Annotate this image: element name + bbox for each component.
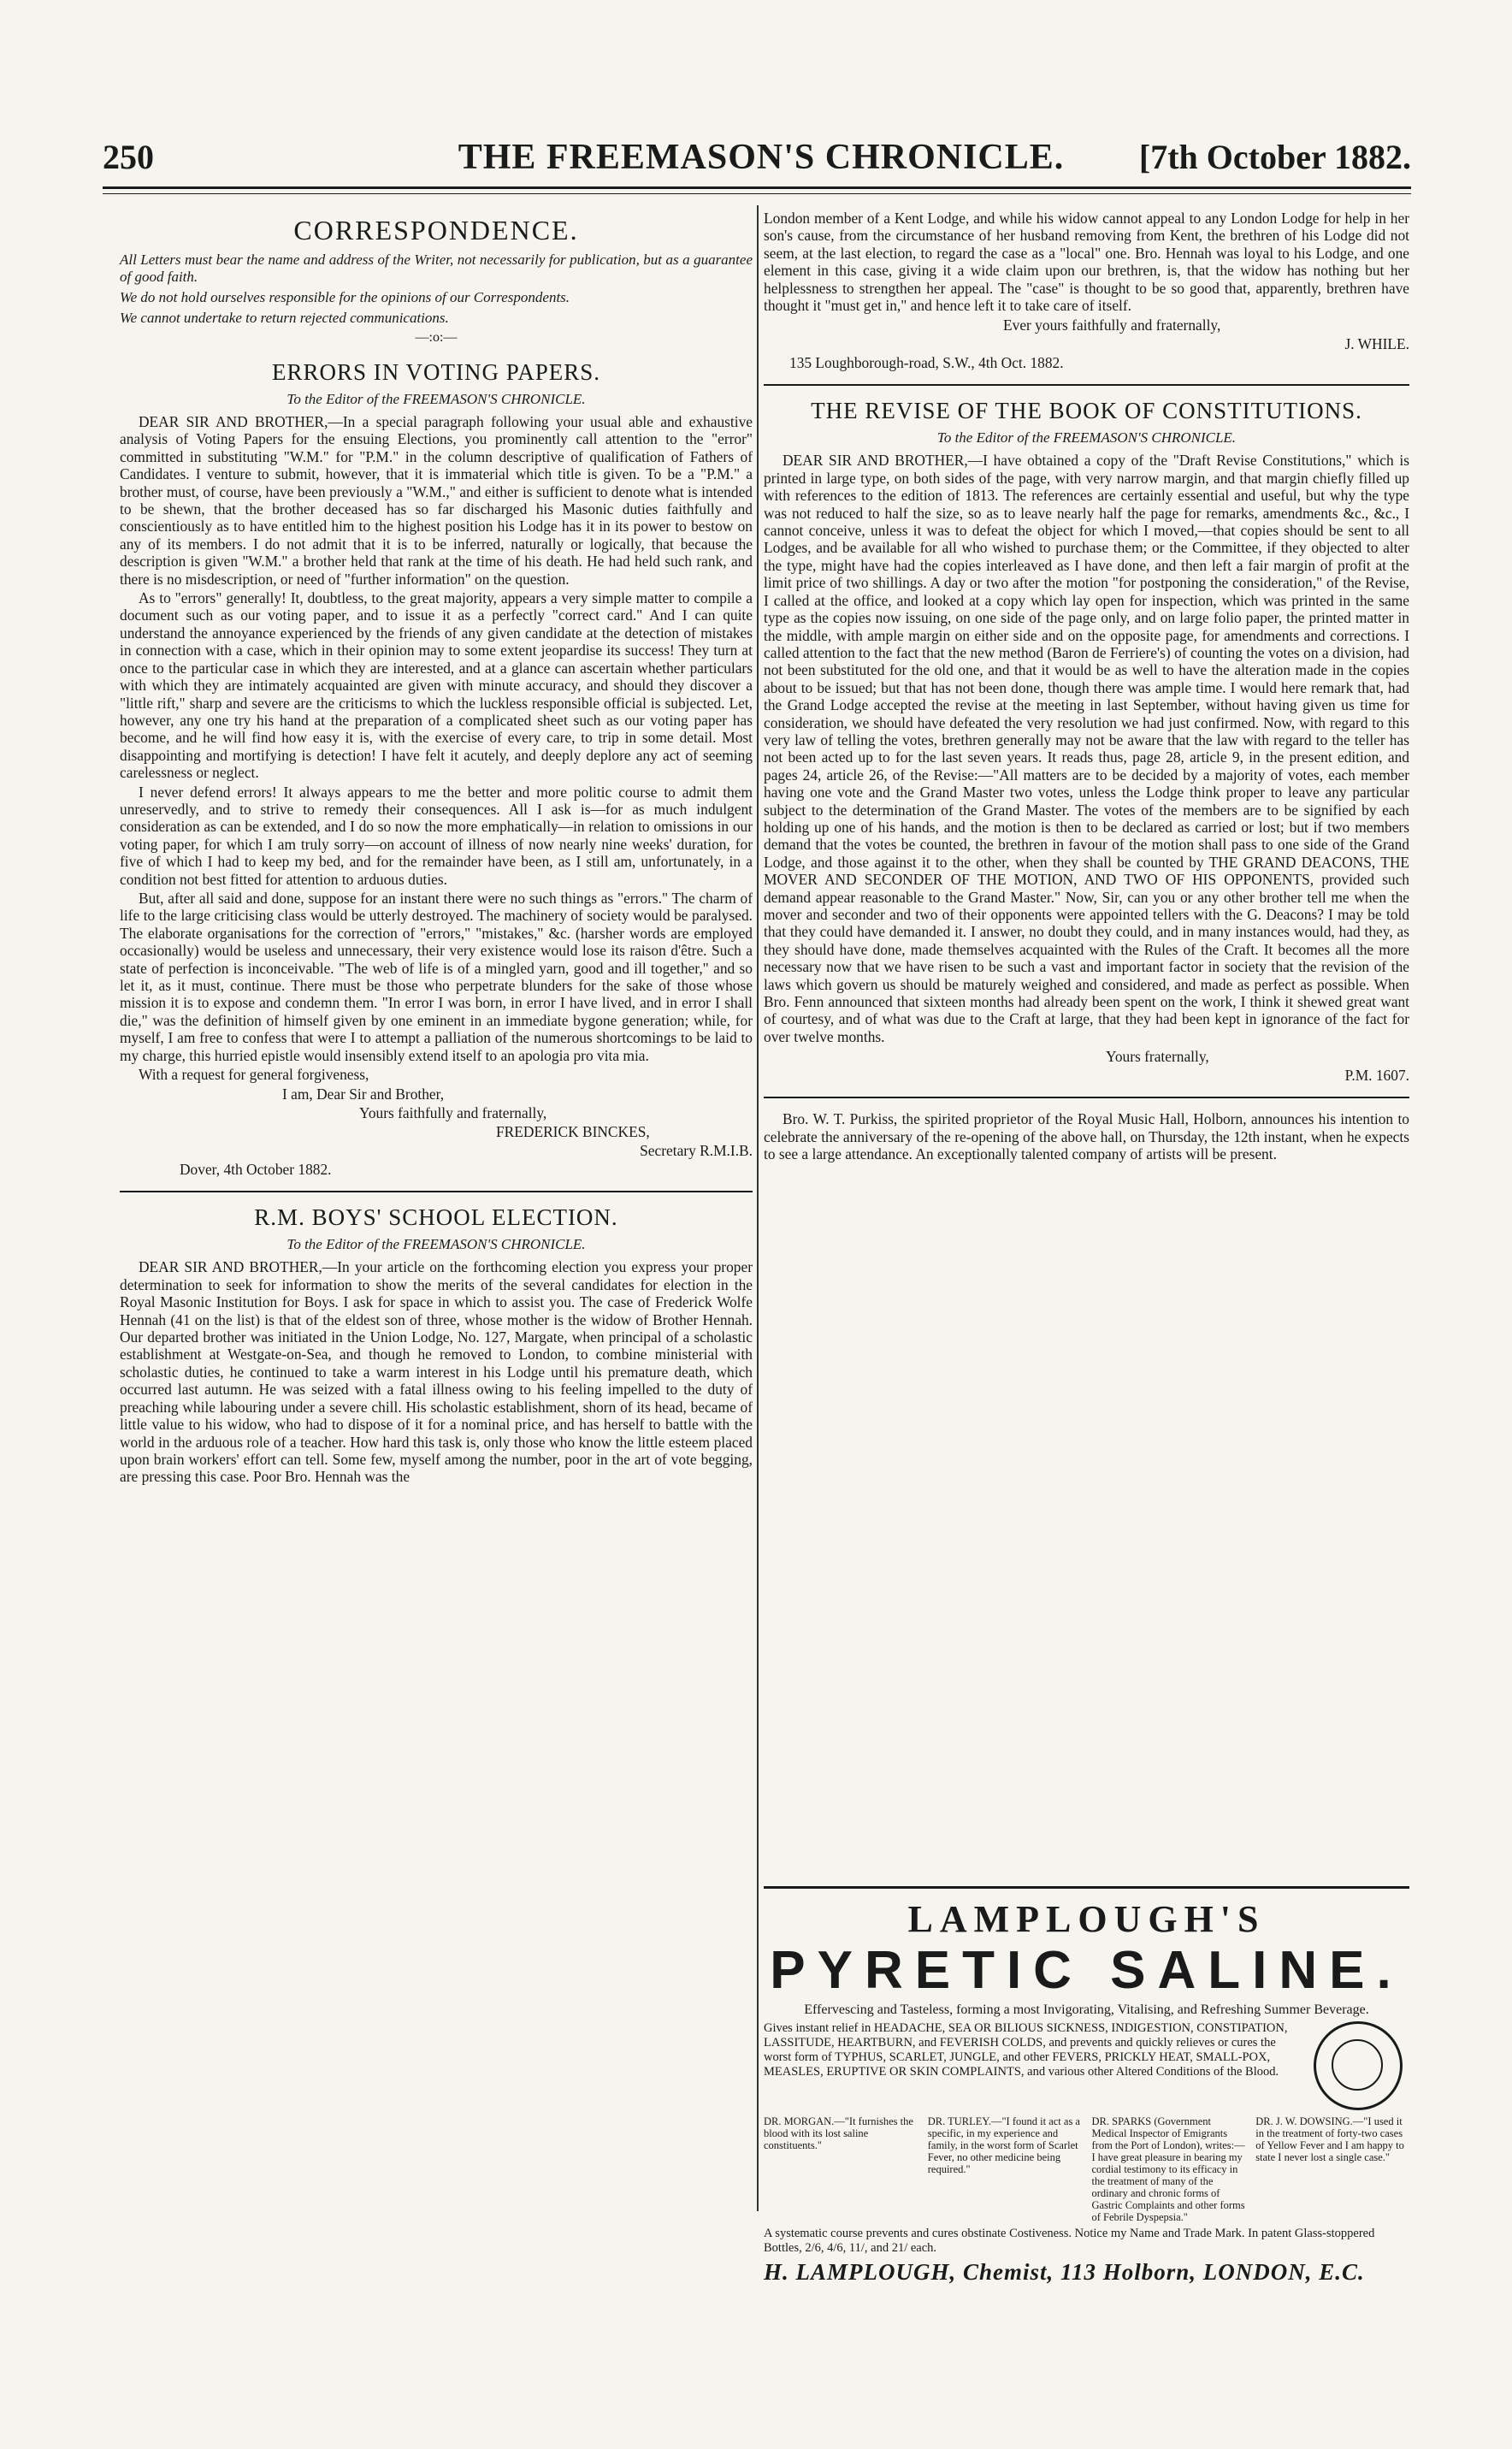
ad-testimonials — [764, 2115, 1409, 2223]
correspondence-title: CORRESPONDENCE. — [293, 215, 579, 245]
section-rule — [764, 384, 1409, 386]
errors-letter-to-editor: To the Editor of the FREEMASON'S CHRONICLE. — [286, 391, 586, 407]
ad-tagline: Effervescing and Tasteless, forming a most Invigorating, Vitalising, and Refreshing Summer Beverage. — [804, 2002, 1369, 2017]
revise-letter-closing: Yours fraternally, — [1106, 1048, 1209, 1066]
revise-letter-paragraph: DEAR SIR AND BROTHER,—I have obtained a copy of the "Draft Revise Constitutions," which is printed in large type, on both sides of the page, with very narrow margin, and that margin chiefly filled up with references to the edition of 1813. The references are certainly essential and useful, but why the type was not reduced to half the size, so as to leave nearly half the page for remarks, amendments &c., &c., I cannot conceive, unless it was to defeat the object for which I moved,—that copies should be sent to all Lodges, and be available for all who wished to purchase them; or the Committee, if they objected to alter the type, might have had the copies interleaved as I have done, and then left a fair margin of profit at the limit price of two shillings. A day or two after the motion "for postponing the consideration," of the Revise, I called at the office, and looked at a copy which lay open for inspection, which was printed in the same type as the copies now issuing, on one side of the page only, and on large folio paper, the printed matter in the middle, with ample margin on either side and on the opposite page, for amendments and corrections. I called attention to the fact that the new method (Baron de Ferriere's) of counting the votes on a division, had not been substituted for the old one, and that it would be as well to have the alteration made in the copies about to be issued; but that has not been done, though there was ample time. I would here remark that, had the Grand Lodge accepted the revise at the meeting in last September, without having given us time for consideration, we should have defeated the very resolution we had just confirmed. Now, with regard to this very law of telling the votes, brethren generally may not be aware that the law with regard to the teller has not been acted up to for the last seven years. It reads thus, page 28, article 9, in the present edition, and pages 24, article 26, of the Revise:—"All matters are to be decided by a majority of votes, each member having one vote and the Grand Master two votes, unless the Lodge think proper to leave any particular subject to the determination of the Grand Master. The votes of the members are to be signified by each holding up one of his hands, and the motion is then to be declared as carried or lost; but if two members demand that the votes be counted, the brethren in favour of the motion shall pass to one side of the Grand Lodge, and those against it to the other, when they shall be counted by THE GRAND DEACONS, THE MOVER AND SECONDER OF THE MOTION, AND TWO OF HIS OPPONENTS, provided such demand appear reasonable to the Grand Master." Now, Sir, can you or any other brother tell me when the mover and seconder and two of their opponents were appointed tellers with the G. Deacons? I may be told that they could have demanded it. I answer, no doubt they could, and in many instances would, had they, as they should have done, made themselves acquainted with the Rules of the Craft. It becomes all the more necessary now that we have risen to be such a vast and important factor in society that the revision of the laws which govern us should be maturely weighed and considered, and made as perfect as possible. When Bro. Fenn announced that sixteen months had already been spent on the work, I think it shewed great want of courtesy, and of what was due to the Craft at large, that they had been kept in ignorance of the fact for over twelve months. — [764, 452, 1409, 1045]
boys-letter-paragraph: DEAR SIR AND BROTHER,—In your article on the forthcoming election you express your proper determination to seek for information to show the merits of the several candidates for election in the Royal Masonic Institution for Boys. I ask for space in which to assist you. The case of Frederick Wolfe Hennah (41 on the list) is that of the eldest son of three, whose mother is the widow of Brother Hennah. Our departed brother was initiated in the Union Lodge, No. 127, Margate, when principal of a scholastic establishment at Westgate-on-Sea, and though he removed to London, to combine ministerial with scholastic duties, he continued to take a warm interest in his Lodge until his premature death, which occurred last autumn. He was seized with a fatal illness owing to his feeling impelled to the duty of preaching while labouring under a severe chill. His scholastic establishment, shorn of its head, became of little value to his widow, who had to dispose of it for a nominal price, and has herself to battle with the world in the arduous role of a teacher. How hard this task is, only those who know the little esteem placed upon brain workers' effort can tell. Some few, myself among the number, poor in the art of vote begging, are pressing this case. Poor Bro. Hennah was the — [120, 1258, 753, 1486]
boys-letter-to-editor: To the Editor of the FREEMASON'S CHRONICLE. — [286, 1236, 586, 1253]
errors-letter-signer-title: Secretary R.M.I.B. — [640, 1142, 753, 1160]
errors-letter-place-date: Dover, 4th October 1882. — [180, 1161, 332, 1179]
testimonial-turley: DR. TURLEY.—"I found it act as a specific, in my experience and family, in the worst form of Scarlet Fever, no other medicine being required." — [927, 2115, 1080, 2175]
header-rule-thin — [103, 193, 1411, 194]
correspondence-note-2: We do not hold ourselves responsible for the opinions of our Correspondents. — [120, 289, 570, 305]
revise-letter-to-editor: To the Editor of the FREEMASON'S CHRONICLE. — [936, 429, 1237, 447]
trade-mark-seal-icon — [1314, 2021, 1403, 2110]
testimonial-dowsing: DR. J. W. DOWSING.—"I used it in the treatment of forty-two cases of Yellow Fever and I am happy to state I never lost a single case." — [1255, 2115, 1404, 2163]
boys-letter-continued: London member of a Kent Lodge, and while his widow cannot appeal to any London Lodge for help in her son's cause, from the circumstance of her husband removing from Kent, the brethren of his Lodge did not seem, at the last election, to regard the case as a "local" one. Bro. Hennah was loyal to his Lodge, and one element in this case, giving it a wide claim upon our brethren, is, that the widow has nothing but her helplessness to strengthen her appeal. The "case" is thought to be so good that, apparently, brethren have thought it "must get in," and hence left it to take care of itself. — [764, 210, 1409, 315]
testimonial-morgan: DR. MORGAN.—"It furnishes the blood with its lost saline constituents." — [764, 2115, 913, 2151]
errors-letter-paragraph-3: I never defend errors! It always appears to me the better and more politic course to admit them unreservedly, and to strive to remedy their consequences. All I ask is—for as much indulgent consideration as can be extended, and I do so now the more emphatically—in relation to omissions in our voting paper, for which I am truly sorry—on account of illness of now nearly nine weeks' duration, for five of which I had to keep my bed, and for the remainder have been, as I still am, unfortunately, in a condition not best fitted for attention to arduous duties. — [120, 783, 753, 888]
header-rule-thick — [103, 186, 1411, 189]
left-column — [120, 210, 753, 1488]
ad-footer: A systematic course prevents and cures obstinate Costiveness. Notice my Name and Trade Mark. In patent Glass-stoppered Bottles, 2/6, 4/6, 11/, and 21/ each. — [764, 2227, 1375, 2255]
errors-letter-signer: FREDERICK BINCKES, — [496, 1123, 650, 1141]
page-header — [103, 137, 1411, 180]
errors-letter-paragraph-4: But, after all said and done, suppose for an instant there were no such things as "errors." The charm of life to the large criticising class would be utterly destroyed. The machinery of society would be paralysed. The elaborate organisations for the correction of "errors," "mistakes," &c. (harsher words are employed occasionally) would be useless and unnecessary, their very existence would lose its raison d'être. Such a state of perfection is inconceivable. "The web of life is of a mingled yarn, good and ill together," and so let it, as it must, continue. There must be those who perpetrate blunders for the sake of those whose mission it is to expose and condemn them. "In error I was born, in error I have lived, and in error I shall die," was the definition of himself given by one eminent in an immediate bygone generation; while, for myself, I am free to confess that were I to attempt a palliation of the numerous shortcomings to be laid to my charge, this hurried epistle would insensibly extend itself to an apologia pro vita mia. — [120, 889, 753, 1064]
errors-letter-title: ERRORS IN VOTING PAPERS. — [271, 359, 601, 385]
section-rule — [764, 1097, 1409, 1098]
errors-letter-paragraph-1: DEAR SIR AND BROTHER,—In a special paragraph following your usual able and exhaustive analysis of Voting Papers for the ensuing Elections, you prominently call attention to the "error" committed in substituting "W.M." for "P.M." in the column descriptive of qualification of Fathers of Candidates. I venture to submit, however, that it is immaterial which title is given. To be a "P.M." a brother must, of course, have been previously a "W.M.," and either is sufficient to denote what is intended to be shewn, that the brother deceased has so far discharged his Masonic duties faithfully and conscientiously as to have entitled him to the highest position his Lodge has it in its power to bestow on any of its members. I do not admit that it is to be inferred, naturally or logically, that because the description is given "W.M." a brother held that rank at the time of his death. He had held such rank, and there is no misdescription, or need of "further information" on the question. — [120, 413, 753, 588]
boys-letter-title: R.M. BOYS' SCHOOL ELECTION. — [254, 1204, 618, 1231]
errors-letter-closing-1: I am, Dear Sir and Brother, — [282, 1085, 445, 1103]
boys-letter-signer: J. WHILE. — [1344, 335, 1409, 353]
music-hall-notice: Bro. W. T. Purkiss, the spirited proprietor of the Royal Music Hall, Holborn, announces his intention to celebrate the anniversary of the re-opening of the above hall, on Thursday, the 12th instant, when he expects to see a large attendance. An exceptionally talented company of artists will be present. — [764, 1110, 1409, 1163]
errors-letter-closing-2: Yours faithfully and fraternally, — [359, 1104, 547, 1122]
section-separator: —:o:— — [415, 330, 458, 345]
section-rule — [120, 1191, 753, 1192]
ad-body-text: Gives instant relief in HEADACHE, SEA OR BILIOUS SICKNESS, INDIGESTION, CONSTIPATION, LASSITUDE, HEARTBURN, and FEVERISH COLDS, and prevents and quickly relieves or cures the worst form of TYPHUS, SCARLET, JUNGLE, and other FEVERS, PRICKLY HEAT, SMALL-POX, MEASLES, ERUPTIVE OR SKIN COMPLAINTS, and various other Altered Conditions of the Blood. — [764, 2021, 1288, 2079]
revise-letter-signer: P.M. 1607. — [1344, 1067, 1409, 1085]
errors-letter-paragraph-5: With a request for general forgiveness, — [139, 1066, 369, 1084]
testimonial-sparks: DR. SPARKS (Government Medical Inspector of Emigrants from the Port of London), writes:—I have great pleasure in bearing my cordial testimony to its efficacy in the treatment of many of the ordinary and chronic forms of Gastric Complaints and other forms of Febrile Dyspepsia." — [1091, 2115, 1245, 2223]
journal-title: THE FREEMASON'S CHRONICLE. — [458, 138, 1065, 177]
revise-letter-title: THE REVISE OF THE BOOK OF CONSTITUTIONS. — [811, 398, 1362, 424]
column-divider — [757, 205, 759, 2211]
ad-address: H. LAMPLOUGH, Chemist, 113 Holborn, LONDON, E.C. — [764, 2259, 1365, 2285]
right-column — [764, 210, 1409, 1164]
errors-letter-paragraph-2: As to "errors" generally! It, doubtless, to the great majority, appears a very simple matter to compile a document such as our voting paper, and to issue it as a perfectly "correct card." And I can quite understand the annoyance experienced by the friends of any given candidate at the detection of mistakes in connection with a case, which in their opinion may to some extent jeopardise its success! They turn at once to the particular case in which they are interested, and at a glance can ascertain whether particulars with which they are intimately acquainted are given with minute accuracy, and should they discover a "little rift," sharp and severe are the criticisms to which the luckless responsible official is subjected. Let, however, any one try his hand at the preparation of a complicated sheet such as our voting paper has become, and he will find how easy it is, with the exercise of every care, to trip in some detail. Most disappointing and mortifying is detection! I have felt it acutely, and deeply deplore any act of seeming carelessness or neglect. — [120, 589, 753, 782]
correspondence-note-1: All Letters must bear the name and address of the Writer, not necessarily for publication, but as a guarantee of good faith. — [120, 251, 753, 285]
boys-letter-address: 135 Loughborough-road, S.W., 4th Oct. 1882. — [789, 354, 1064, 372]
correspondence-note-3: We cannot undertake to return rejected communications. — [120, 310, 449, 326]
ad-product: PYRETIC SALINE. — [770, 1941, 1403, 2000]
issue-date: [7th October 1882. — [1138, 138, 1411, 176]
page-number: 250 — [103, 138, 154, 176]
ad-body — [764, 2021, 1409, 2110]
ad-brand: LAMPLOUGH'S — [907, 1898, 1266, 1940]
boys-letter-closing: Ever yours faithfully and fraternally, — [1003, 316, 1221, 334]
lamplough-advertisement — [764, 1886, 1409, 2285]
